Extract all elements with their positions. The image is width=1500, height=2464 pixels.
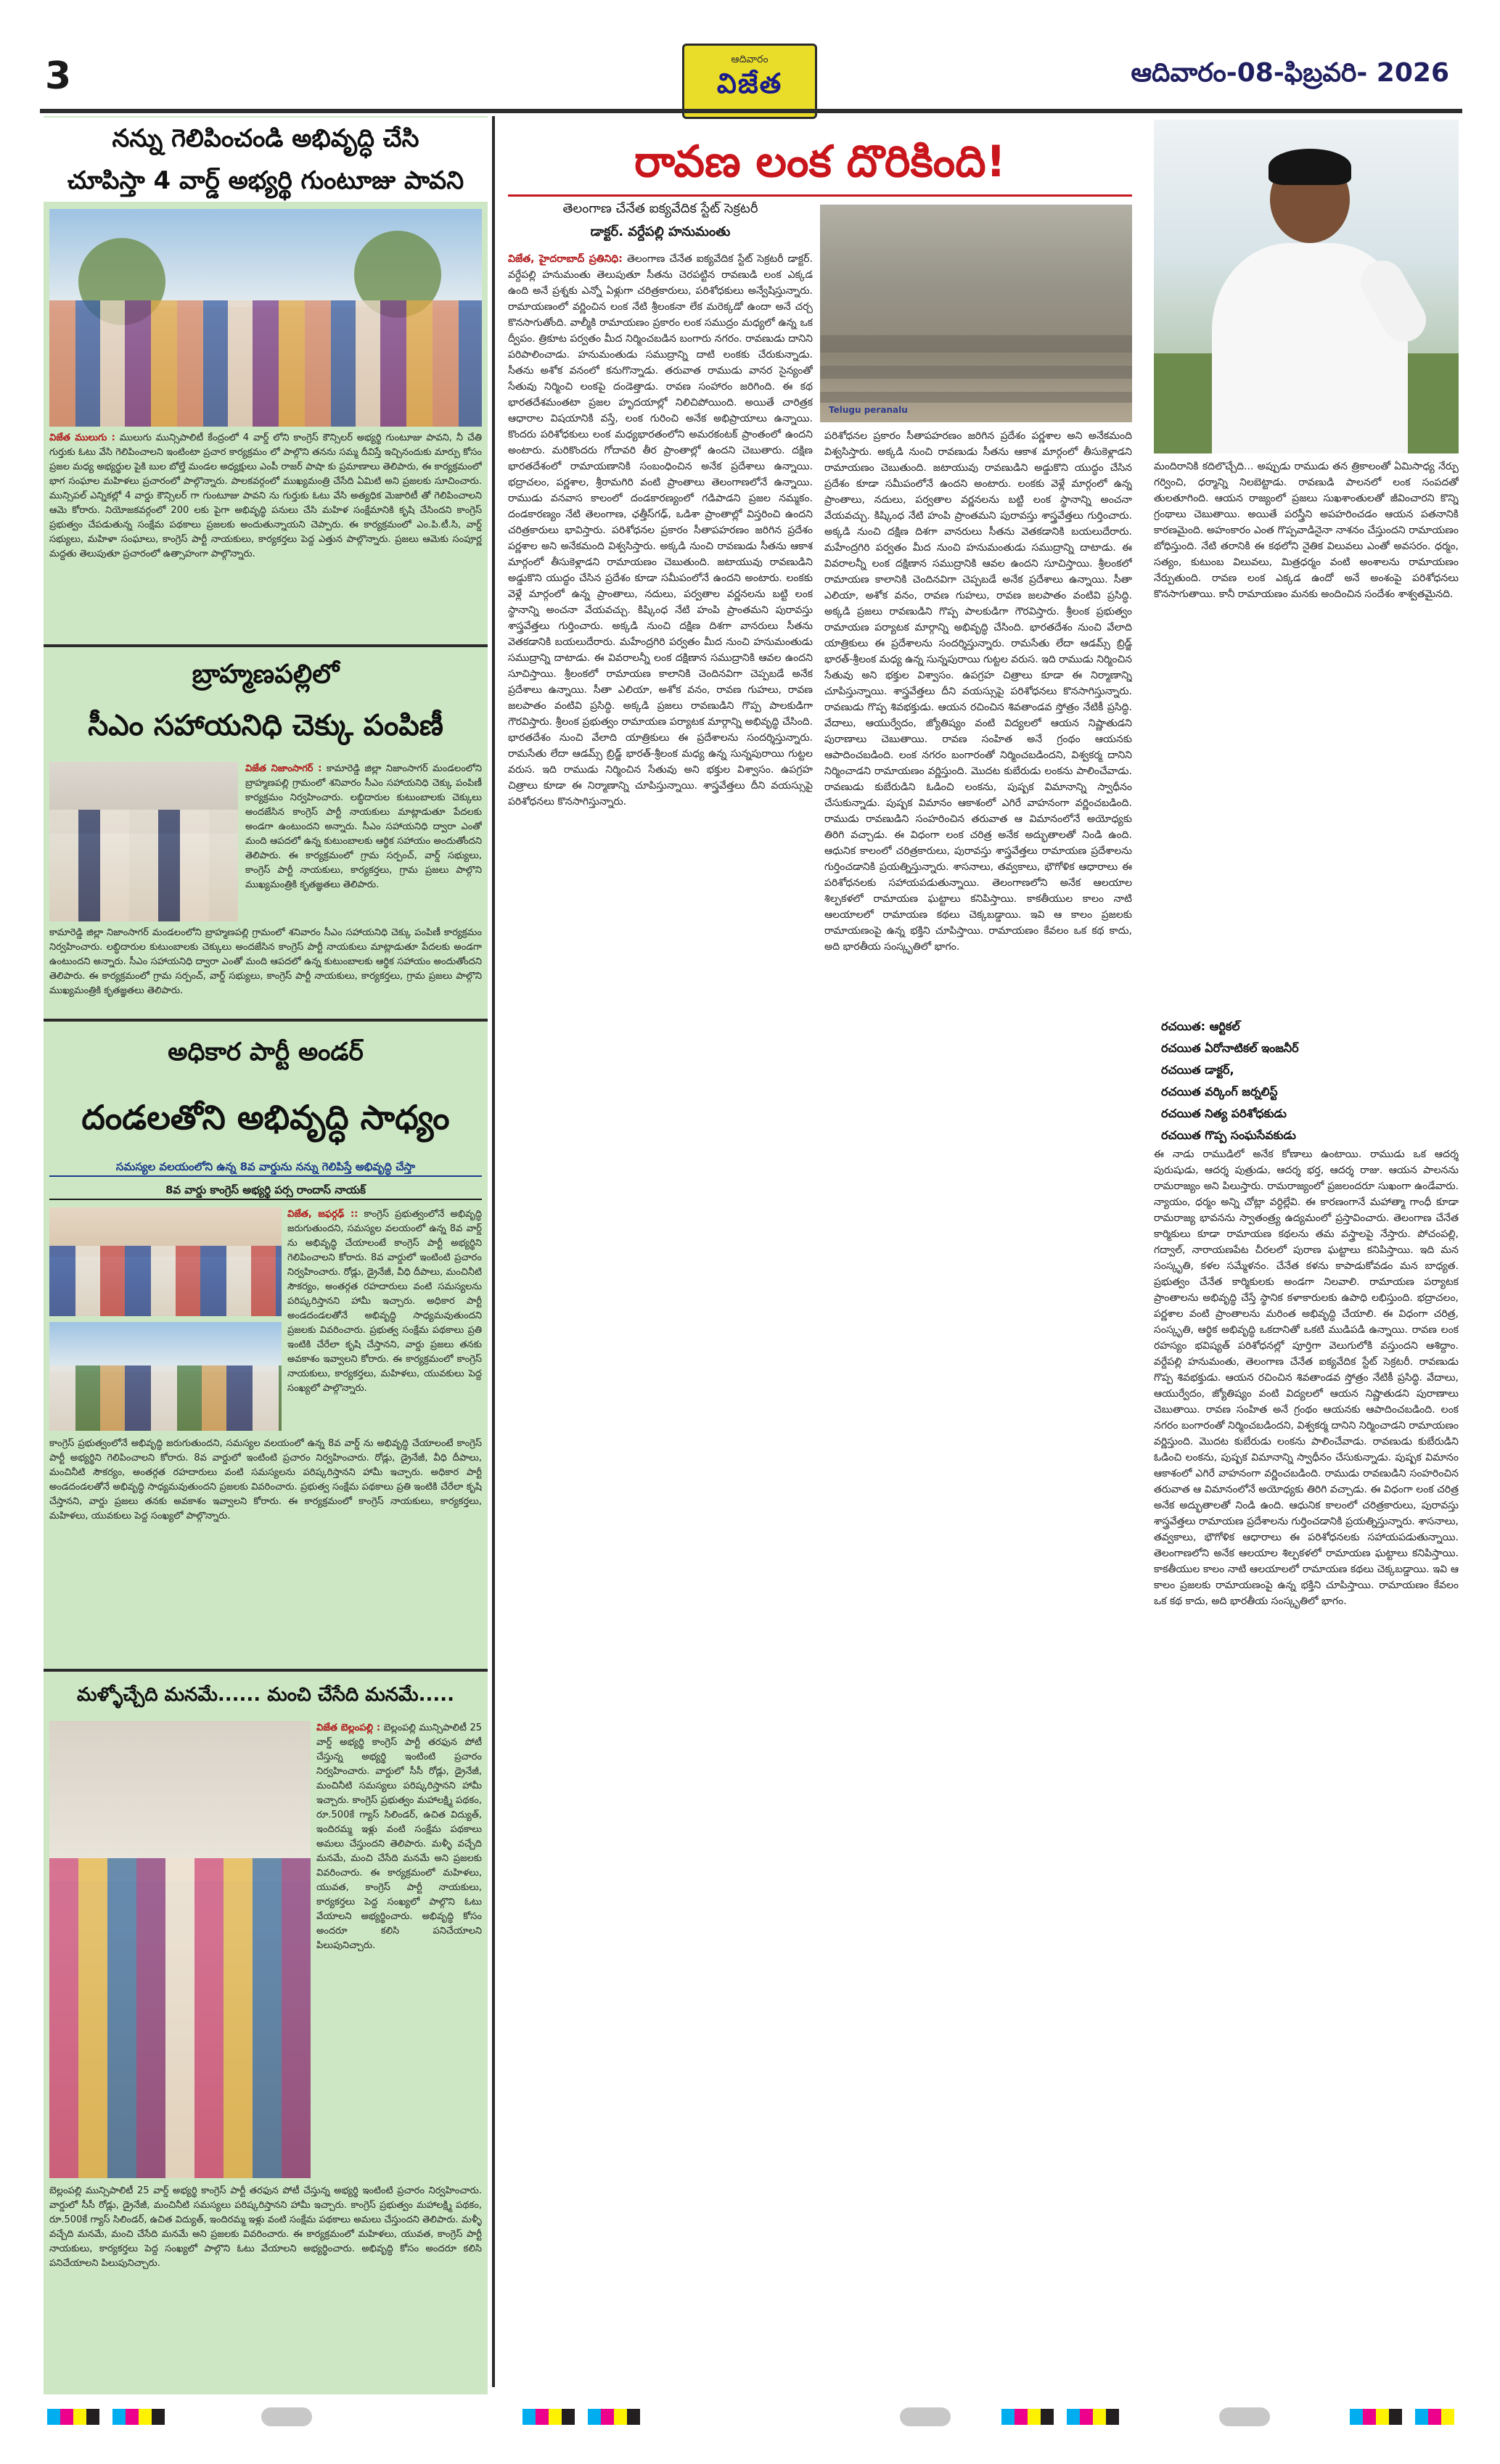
section-rule — [44, 644, 488, 647]
story2-photo — [49, 762, 238, 921]
main-body-col1 — [508, 251, 813, 2384]
story2-body-cont — [49, 926, 482, 1013]
story4-dateline: విజేత బెల్లంపల్లి : — [316, 1722, 381, 1733]
main-text-5b: రావణుడు గొప్ప శివభక్తుడు. ఆయన రచించిన శివతాండవ స్తోత్రం నేటికీ ప్రసిద్ధి. వేదాలు, ఆయుర్వేదం, జ్యోతిష్యం వంటి విద్యలలో ఆయన నిష్ణాతుడని పురాణాలు చెబుతాయి. రావణ సంహిత అనే గ్రంథం ఆయనకు ఆపాదించబడింది. లంక నగరం బంగారంతో నిర్మించబడిందని, విశ్వకర్మ దానిని నిర్మించాడని రామాయణం వర్ణిస్తుంది. మొదట కుబేరుడు లంకను పాలించేవాడు. రావణుడు కుబేరుడిని ఓడించి లంకను, పుష్పక విమానాన్ని స్వాధీనం చేసుకున్నాడు. పుష్పక విమానం ఆకాశంలో ఎగిరే వాహనంగా వర్ణించబడింది. రాముడు రావణుడిని సంహరించిన తరువాత ఆ విమానంలోనే అయోధ్యకు తిరిగి వచ్చాడు. ఈ విధంగా లంక చరిత్ర అనేక అద్భుతాలతో నిండి ఉంది. ఆధునిక కాలంలో చరిత్రకారులు, పురావస్తు శాస్త్రవేత్తలు రామాయణ ప్రదేశాలను గుర్తించడానికి ప్రయత్నిస్తున్నారు. శాసనాలు, తవ్వకాలు, భౌగోళిక ఆధారాలు ఈ పరిశోధనలకు సహాయపడుతున్నాయి. తెలంగాణలోని అనేక ఆలయాల శిల్పకళలో రామాయణ ఘట్టాలు కనిపిస్తాయి. కాకతీయుల కాలం నాటి ఆలయాలలో రామాయణ కథలు చెక్కబడ్డాయి. ఇవి ఆ కాలం ప్రజలకు రామాయణంపై ఉన్న భక్తిని చూపిస్తాయి. రామాయణం కేవలం ఒక కథ కాదు, అది భారతీయ సంస్కృతిలో భాగం. — [1154, 1356, 1459, 1607]
story3-body-side — [287, 1207, 482, 1431]
story4-text: బెల్లంపల్లి మున్సిపాలిటీ 25 వార్డ్ అభ్యర్థి కాంగ్రెస్ పార్టీ తరఫున పోటీ చేస్తున్న అభ్యర్థి ఇంటింటి ప్రచారం నిర్వహించారు. వార్డులో సీసీ రోడ్లు, డ్రైనేజీ, మంచినీటి సమస్యలు పరిష్కరిస్తానని హామీ ఇచ్చారు. కాంగ్రెస్ ప్రభుత్వం మహాలక్ష్మి పథకం, రూ.500కే గ్యాస్ సిలిండర్, ఉచిత విద్యుత్, ఇందిరమ్మ ఇళ్లు వంటి సంక్షేమ పథకాలు అమలు చేస్తుందని తెలిపారు. మళ్ళీ వచ్చేది మనమే, మంచి చేసేది మనమే అని ప్రజలకు వివరించారు. ఈ కార్యక్రమంలో మహిళలు, యువత, కాంగ్రెస్ పార్టీ నాయకులు, కార్యకర్తలు పెద్ద సంఖ్యలో పాల్గొని ఓటు వేయాలని అభ్యర్థించారు. అభివృద్ధి కోసం అందరూ కలిసి పనిచేయాలని పిలుపునిచ్చారు. — [316, 1722, 482, 1951]
story1-dateline: విజేత ములుగు : — [49, 432, 115, 443]
story3-photo-2 — [49, 1322, 282, 1431]
story1-text: ములుగు మున్సిపాలిటీ కేంద్రంలో 4 వార్డ్ లోని కాంగ్రెస్ కౌన్సిలర్ అభ్యర్థి గుంటూజు పావని, నీ చేతి గుర్తుకు ఓటు వేసి గెలిపించాలని ఇంటింటా ప్రచార కార్యక్రమం లో పాల్గొని తనను సమ్మ దీవిస్తే ఇచ్చినందుకు మార్పు కోసం ప్రజల మధ్య అభ్యర్థుల పైకి బుల బోల్తే మండల అధ్యక్షులు ఎంపీ రాజర్ పాషా కు ప్రమాణాలు తెలిపారు, ఈ కార్యక్రమంలో భాగ సంఘాల మహిళలు ప్రచారంలో పాల్గొన్నారు. పాలకవర్గంలో ముఖ్యమంత్రి చేసేది ఏమిటి అని ప్రజలకు సూచించారు. మున్సిపల్ ఎన్నికల్లో 4 వార్డు కౌన్సిలర్ గా గుంటూజు పావని ను గుర్తుకు ఓటు వేసి అత్యధిక మెజారిటీ తో గెలిపించాలని ఆమె కోరారు. నియోజకవర్గంలో 200 లకు పైగా అభివృద్ధి పనులు చేసి మహిళ సంక్షేమానికి కృషి చేసిందని కాంగ్రెస్ ప్రభుత్వం చేపడుతున్న సంక్షేమ పథకాలు ప్రజలకు అందుతున్నాయని చెప్పారు. ఈ కార్యక్రమంలో ఎం.పి.టీ.సి, వార్డ్ సభ్యులు, మహిళా సంఘాలు, కాంగ్రెస్ పార్టీ నాయకులు, కార్యకర్తలు పెద్ద ఎత్తున పాల్గొన్నారు. ప్రజలు ఆమెకు సంపూర్ణ మద్దతు తెలుపుతూ ప్రచారంలో ఉత్సాహంగా పాల్గొన్నారు. — [49, 432, 482, 559]
story1-photo — [49, 209, 482, 427]
main-text-4: మందిరానికి కదిలొచ్చేది... అప్పుడు రాముడు తన త్రికాలంతో ఏమిసాధ్య నేర్పు గర్వించి, ధర్మాన్ని నిలబెట్టాడు. రావణుడి పాలనలో లంక సంపదతో తులతూగింది. ఆయన రాజ్యంలో ప్రజలు సుఖశాంతులతో జీవించారని కొన్ని గ్రంథాలు చెబుతాయి. అయితే పరస్త్రీని అపహరించడం ఆయన పతనానికి కారణమైంది. అహంకారం ఎంత గొప్పవాడినైనా నాశనం చేస్తుందని రామాయణం బోధిస్తుంది. నేటి తరానికి ఈ కథలోని నైతిక విలువలు ఎంతో అవసరం. ధర్మం, సత్యం, కుటుంబ విలువలు, మిత్రధర్మం వంటి అంశాలను రామాయణం నేర్పుతుంది. రావణ లంక ఎక్కడ ఉందో అనే అంశంపై పరిశోధనలు కొనసాగుతాయి. కానీ రామాయణం మనకు అందించిన సందేశం శాశ్వతమైనది. — [1154, 461, 1459, 600]
credit-line-1: రచయిత ఏరోనాటికల్ ఇంజనీర్ — [1161, 1041, 1299, 1055]
story4-photo — [49, 1721, 311, 2178]
section-rule — [44, 1669, 488, 1672]
story4-text-cont: బెల్లంపల్లి మున్సిపాలిటీ 25 వార్డ్ అభ్యర్థి కాంగ్రెస్ పార్టీ తరఫున పోటీ చేస్తున్న అభ్యర్థి ఇంటింటి ప్రచారం నిర్వహించారు. వార్డులో సీసీ రోడ్లు, డ్రైనేజీ, మంచినీటి సమస్యలు పరిష్కరిస్తానని హామీ ఇచ్చారు. కాంగ్రెస్ ప్రభుత్వం మహాలక్ష్మి పథకం, రూ.500కే గ్యాస్ సిలిండర్, ఉచిత విద్యుత్, ఇందిరమ్మ ఇళ్లు వంటి సంక్షేమ పథకాలు అమలు చేస్తుందని తెలిపారు. మళ్ళీ వచ్చేది మనమే, మంచి చేసేది మనమే అని ప్రజలకు వివరించారు. ఈ కార్యక్రమంలో మహిళలు, యువత, కాంగ్రెస్ పార్టీ నాయకులు, కార్యకర్తలు పెద్ద సంఖ్యలో పాల్గొని ఓటు వేయాలని అభ్యర్థించారు. అభివృద్ధి కోసం అందరూ కలిసి పనిచేయాలని పిలుపునిచ్చారు. — [49, 2185, 482, 2269]
story1-headline-line2: చూపిస్తా 4 వార్డ్ అభ్యర్థి గుంటూజు పావని — [67, 166, 464, 195]
story2-headline-line2: సీఎం సహాయనిధి చెక్కు పంపిణీ — [88, 709, 443, 742]
author-portrait — [1154, 120, 1459, 453]
story3-photo-1 — [49, 1207, 282, 1316]
registration-marks-left — [47, 2409, 165, 2425]
main-body-col4 — [1154, 1146, 1459, 2384]
header-rule — [40, 109, 1462, 113]
logo-subtitle: ఆదివారం — [731, 53, 769, 65]
temple-photo — [820, 205, 1132, 422]
issue-date: ఆదివారం-08-ఫిబ్రవరి- 2026 — [1131, 58, 1449, 88]
main-text-5: ఈ నాడు రాముడిలో అనేక కోణాలు ఉంటాయి. రాముడు ఒక ఆదర్శ పురుషుడు, ఆదర్శ పుత్రుడు, ఆదర్శ భర్త, ఆదర్శ రాజు. ఆయన పాలనను రామరాజ్యం అని పిలుస్తారు. రామరాజ్యంలో ప్రజలందరూ సుఖంగా ఉండేవారు. న్యాయం, ధర్మం అన్ని చోట్లా వర్ధిల్లేవి. ఈ కారణంగానే మహాత్మా గాంధీ కూడా రామరాజ్య భావనను స్వాతంత్ర్య ఉద్యమంలో ప్రస్తావించారు. తెలంగాణ చేనేత కార్మికులు కూడా రామాయణ కథలను తమ వస్త్రాలపై నేస్తారు. పోచంపల్లి, గద్వాల్, నారాయణపేట చీరలలో పురాణ ఘట్టాలు కనిపిస్తాయి. ఇది మన సంస్కృతి, కళల సమ్మేళనం. చేనేత కళను కాపాడుకోవడం మన బాధ్యత. ప్రభుత్వం చేనేత కార్మికులకు అండగా నిలవాలి. రామాయణ పర్యాటక ప్రాంతాలను అభివృద్ధి చేస్తే స్థానిక కళాకారులకు ఉపాధి లభిస్తుంది. భద్రాచలం, పర్ణశాల వంటి ప్రాంతాలను మరింత అభివృద్ధి చేయాలి. ఈ విధంగా చరిత్ర, సంస్కృతి, ఆర్థిక అభివృద్ధి ఒకదానితో ఒకటి ముడిపడి ఉన్నాయి. రావణ లంక రహస్యం భవిష్యత్ పరిశోధనల్లో పూర్తిగా వెలుగులోకి వస్తుందని ఆశిద్దాం. వర్దేపల్లి హనుమంతు, తెలంగాణ చేనేత ఐక్యవేదిక స్టేట్ సెక్రటరీ. — [1154, 1149, 1459, 1368]
credit-line-2: రచయిత డాక్టర్, — [1161, 1063, 1234, 1077]
registration-pill — [261, 2407, 312, 2426]
story3-text-cont: కాంగ్రెస్ ప్రభుత్వంలోనే అభివృద్ధి జరుగుతుందని, సమస్యల వలయంలో ఉన్న 8వ వార్డ్ ను అభివృద్ధి చేయాలంటే కాంగ్రెస్ పార్టీ అభ్యర్థిని గెలిపించాలని కోరారు. 8వ వార్డులో ఇంటింటి ప్రచారం నిర్వహించారు. రోడ్లు, డ్రైనేజీ, వీధి దీపాలు, మంచినీటి సౌకర్యం, అంతర్గత రహదారులు వంటి సమస్యలను పరిష్కరిస్తానని హామీ ఇచ్చారు. అధికార పార్టీ అండదండలతోనే అభివృద్ధి సాధ్యమవుతుందని ప్రజలకు వివరించారు. ప్రభుత్వ సంక్షేమ పథకాలు ప్రతి ఇంటికి చేరేలా కృషి చేస్తానని, వార్డు ప్రజలు తనకు అవకాశం ఇవ్వాలని కోరారు. ఈ కార్యక్రమంలో కాంగ్రెస్ నాయకులు, కార్యకర్తలు, మహిళలు, యువకులు పెద్ద సంఖ్యలో పాల్గొన్నారు. — [49, 1438, 482, 1521]
registration-marks-right-center — [1001, 2409, 1119, 2425]
main-text-2: పరిశోధనల ప్రకారం సీతాపహరణం జరిగిన ప్రదేశం పర్ణశాల అని అనేకమంది విశ్వసిస్తారు. అక్కడి నుంచి రావణుడు సీతను ఆకాశ మార్గంలో తీసుకెళ్లాడని రామాయణం చెబుతుంది. జటాయువు రావణుడిని అడ్డుకొని యుద్ధం చేసిన ప్రదేశం కూడా సమీపంలోనే ఉందని అంటారు. లంకకు వెళ్లే మార్గంలో ఉన్న ప్రాంతాలు, నదులు, పర్వతాల వర్ణనలను బట్టి లంక స్థానాన్ని అంచనా వేయవచ్చు. కిష్కింధ నేటి హంపి ప్రాంతమని పురావస్తు శాస్త్రవేత్తలు గుర్తించారు. అక్కడి నుంచి దక్షిణ దిశగా వానరులు సీతను వెతకడానికి బయలుదేరారు. మహేంద్రగిరి పర్వతం మీద నుంచి హనుమంతుడు సముద్రాన్ని దాటాడు. ఈ వివరాలన్నీ లంక దక్షిణాన సముద్రానికి ఆవల ఉందని సూచిస్తాయి. శ్రీలంకలో రామాయణ కాలానికి చెందినవిగా చెప్పబడే అనేక ప్రదేశాలు ఉన్నాయి. సీతా ఎలియా, అశోక వనం, రావణ గుహలు, రావణ జలపాతం వంటివి ప్రసిద్ధి. అక్కడి ప్రజలు రావణుడిని గొప్ప పాలకుడిగా గౌరవిస్తారు. శ్రీలంక ప్రభుత్వం రామాయణ పర్యాటక మార్గాన్ని అభివృద్ధి చేసింది. భారతదేశం నుంచి వేలాది యాత్రికులు ఈ ప్రదేశాలను సందర్శిస్తున్నారు. రామసేతు లేదా ఆడమ్స్ బ్రిడ్జ్ భారత్‌-శ్రీలంక మధ్య ఉన్న సున్నపురాయి గుట్టల వరుస. ఇది రాముడు నిర్మించిన సేతువు అని భక్తుల విశ్వాసం. ఉపగ్రహ చిత్రాలు కూడా ఈ నిర్మాణాన్ని చూపిస్తున్నాయి. శాస్త్రవేత్తలు దీని వయస్సుపై పరిశోధనలు కొనసాగిస్తున్నారు. — [824, 430, 1132, 697]
masthead-logo — [682, 44, 817, 119]
headline-rule — [508, 194, 1132, 197]
column-divider — [492, 116, 495, 2387]
story2-headline-line1: బ్రాహ్మణపల్లిలో — [192, 660, 340, 689]
story4-body-side — [316, 1721, 482, 2178]
story1-body — [49, 431, 482, 638]
main-headline: రావణ లంక దొరికింది! — [634, 136, 1006, 187]
story3-headline-line1: అధికార పార్టీ అండర్ — [168, 1038, 364, 1067]
logo-title: విజేత — [716, 67, 783, 99]
photo-caption: Telugu peranalu — [829, 405, 908, 415]
story3-tagline: 8వ వార్డు కాంగ్రెస్ అభ్యర్థి పర్స రాందాస్ నాయక్ — [49, 1181, 482, 1200]
story4-headline: మళ్ళోచ్చేది మనమే...... మంచి చేసేది మనమే..... — [77, 1684, 454, 1706]
credit-line-3: రచయిత వర్కింగ్ జర్నలిస్ట్ — [1161, 1085, 1278, 1098]
page-number: 3 — [45, 54, 72, 98]
credit-label: రచయిత: ఆర్టికల్ — [1161, 1019, 1240, 1033]
story2-body-top — [245, 762, 482, 921]
story3-dateline: విజేత, జఫర్గఢ్ :: — [287, 1209, 358, 1220]
story4-body-cont — [49, 2184, 482, 2380]
section-rule — [44, 1019, 488, 1022]
story2-text: కామారెడ్డి జిల్లా నిజాంసాగర్ మండలంలోని బ్రాహ్మణపల్లి గ్రామంలో శనివారం సీఎం సహాయనిధి చెక్కు పంపిణీ కార్యక్రమం నిర్వహించారు. లబ్ధిదారుల కుటుంబాలకు చెక్కులు అందజేసిన కాంగ్రెస్ పార్టీ నాయకులు మాట్లాడుతూ పేదలకు అండగా ఉంటుందని అన్నారు. సీఎం సహాయనిధి ద్వారా ఎంతో మంది ఆపదలో ఉన్న కుటుంబాలకు ఆర్థిక సహాయం అందుతోందని తెలిపారు. ఈ కార్యక్రమంలో గ్రామ సర్పంచ్, వార్డ్ సభ్యులు, కాంగ్రెస్ పార్టీ నాయకులు, కార్యకర్తలు, గ్రామ ప్రజలు పాల్గొని ముఖ్యమంత్రికి కృతజ్ఞతలు తెలిపారు. — [245, 763, 482, 890]
main-text-3: రావణుడు గొప్ప శివభక్తుడు. ఆయన రచించిన శివతాండవ స్తోత్రం నేటికీ ప్రసిద్ధి. వేదాలు, ఆయుర్వేదం, జ్యోతిష్యం వంటి విద్యలలో ఆయన నిష్ణాతుడని పురాణాలు చెబుతాయి. రావణ సంహిత అనే గ్రంథం ఆయనకు ఆపాదించబడింది. లంక నగరం బంగారంతో నిర్మించబడిందని, విశ్వకర్మ దానిని నిర్మించాడని రామాయణం వర్ణిస్తుంది. మొదట కుబేరుడు లంకను పాలించేవాడు. రావణుడు కుబేరుడిని ఓడించి లంకను, పుష్పక విమానాన్ని స్వాధీనం చేసుకున్నాడు. పుష్పక విమానం ఆకాశంలో ఎగిరే వాహనంగా వర్ణించబడింది. రాముడు రావణుడిని సంహరించిన తరువాత ఆ విమానంలోనే అయోధ్యకు తిరిగి వచ్చాడు. ఈ విధంగా లంక చరిత్ర అనేక అద్భుతాలతో నిండి ఉంది. ఆధునిక కాలంలో చరిత్రకారులు, పురావస్తు శాస్త్రవేత్తలు రామాయణ ప్రదేశాలను గుర్తించడానికి ప్రయత్నిస్తున్నారు. శాసనాలు, తవ్వకాలు, భౌగోళిక ఆధారాలు ఈ పరిశోధనలకు సహాయపడుతున్నాయి. తెలంగాణలోని అనేక ఆలయాల శిల్పకళలో రామాయణ ఘట్టాలు కనిపిస్తాయి. కాకతీయుల కాలం నాటి ఆలయాలలో రామాయణ కథలు చెక్కబడ్డాయి. ఇవి ఆ కాలం ప్రజలకు రామాయణంపై ఉన్న భక్తిని చూపిస్తాయి. రామాయణం కేవలం ఒక కథ కాదు, అది భారతీయ సంస్కృతిలో భాగం. — [824, 702, 1132, 953]
author-credits — [1161, 1016, 1451, 1146]
credit-line-4: రచయిత నిత్య పరిశోధకుడు — [1161, 1106, 1287, 1120]
story3-body-cont — [49, 1437, 482, 1662]
main-dateline: విజేత, హైదరాబాద్ ప్రతినిధి: — [508, 253, 623, 265]
story2-dateline: విజేత నిజాంసాగర్ : — [245, 763, 322, 774]
byline — [508, 197, 813, 244]
main-text-1b: పరిశోధనల ప్రకారం సీతాపహరణం జరిగిన ప్రదేశం పర్ణశాల అని అనేకమంది విశ్వసిస్తారు. అక్కడి నుంచి రావణుడు సీతను ఆకాశ మార్గంలో తీసుకెళ్లాడని రామాయణం చెబుతుంది. జటాయువు రావణుడిని అడ్డుకొని యుద్ధం చేసిన ప్రదేశం కూడా సమీపంలోనే ఉందని అంటారు. లంకకు వెళ్లే మార్గంలో ఉన్న ప్రాంతాలు, నదులు, పర్వతాల వర్ణనలను బట్టి లంక స్థానాన్ని అంచనా వేయవచ్చు. కిష్కింధ నేటి హంపి ప్రాంతమని పురావస్తు శాస్త్రవేత్తలు గుర్తించారు. అక్కడి నుంచి దక్షిణ దిశగా వానరులు సీతను వెతకడానికి బయలుదేరారు. మహేంద్రగిరి పర్వతం మీద నుంచి హనుమంతుడు సముద్రాన్ని దాటాడు. ఈ వివరాలన్నీ లంక దక్షిణాన సముద్రానికి ఆవల ఉందని సూచిస్తాయి. శ్రీలంకలో రామాయణ కాలానికి చెందినవిగా చెప్పబడే అనేక ప్రదేశాలు ఉన్నాయి. సీతా ఎలియా, అశోక వనం, రావణ గుహలు, రావణ జలపాతం వంటివి ప్రసిద్ధి. అక్కడి ప్రజలు రావణుడిని గొప్ప పాలకుడిగా గౌరవిస్తారు. శ్రీలంక ప్రభుత్వం రామాయణ పర్యాటక మార్గాన్ని అభివృద్ధి చేసింది. భారతదేశం నుంచి వేలాది యాత్రికులు ఈ ప్రదేశాలను సందర్శిస్తున్నారు. రామసేతు లేదా ఆడమ్స్ బ్రిడ్జ్ భారత్‌-శ్రీలంక మధ్య ఉన్న సున్నపురాయి గుట్టల వరుస. ఇది రాముడు నిర్మించిన సేతువు అని భక్తుల విశ్వాసం. ఉపగ్రహ చిత్రాలు కూడా ఈ నిర్మాణాన్ని చూపిస్తున్నాయి. శాస్త్రవేత్తలు దీని వయస్సుపై పరిశోధనలు కొనసాగిస్తున్నారు. — [508, 525, 813, 808]
main-body-col2 — [824, 428, 1132, 2384]
story1-headline-line1: నన్ను గెలిపించండి అభివృద్ధి చేసి — [112, 124, 419, 153]
byline-title: తెలంగాణ చేనేత ఐక్యవేదిక స్టేట్ సెక్రటరీ — [562, 201, 758, 216]
story1-headline — [44, 118, 488, 202]
registration-pill — [900, 2407, 951, 2426]
main-body-col3 — [1154, 459, 1459, 1010]
registration-marks-right — [1350, 2409, 1454, 2425]
registration-pill — [1219, 2407, 1270, 2426]
story2-text-cont: కామారెడ్డి జిల్లా నిజాంసాగర్ మండలంలోని బ్రాహ్మణపల్లి గ్రామంలో శనివారం సీఎం సహాయనిధి చెక్కు పంపిణీ కార్యక్రమం నిర్వహించారు. లబ్ధిదారుల కుటుంబాలకు చెక్కులు అందజేసిన కాంగ్రెస్ పార్టీ నాయకులు మాట్లాడుతూ పేదలకు అండగా ఉంటుందని అన్నారు. సీఎం సహాయనిధి ద్వారా ఎంతో మంది ఆపదలో ఉన్న కుటుంబాలకు ఆర్థిక సహాయం అందుతోందని తెలిపారు. ఈ కార్యక్రమంలో గ్రామ సర్పంచ్, వార్డ్ సభ్యులు, కాంగ్రెస్ పార్టీ నాయకులు, కార్యకర్తలు, గ్రామ ప్రజలు పాల్గొని ముఖ్యమంత్రికి కృతజ్ఞతలు తెలిపారు. — [49, 927, 482, 996]
main-text-1: తెలంగాణ చేనేత ఐక్యవేదిక స్టేట్ సెక్రటరీ డాక్టర్. వర్దేపల్లి హనుమంతు తెలుపుతూ సీతను చెరపట్టిన రావణుడి లంక ఎక్కడ ఉంది అనే ప్రశ్నకు ఎన్నో ఏళ్లుగా చరిత్రకారులు, పరిశోధకులు అన్వేషిస్తున్నారు. రామాయణంలో వర్ణించిన లంక నేటి శ్రీలంకనా లేక మరెక్కడో ఉందా అనే చర్చ కొనసాగుతోంది. వాల్మీకి రామాయణం ప్రకారం లంక సముద్రం మధ్యలో ఉన్న ఒక ద్వీపం. త్రికూట పర్వతం మీద నిర్మించబడిన బంగారు నగరం. రావణుడు దానిని పరిపాలించాడు. హనుమంతుడు సముద్రాన్ని దాటి లంకకు చేరుకున్నాడు. సీతను అశోక వనంలో కనుగొన్నాడు. తరువాత రాముడు వానర సైన్యంతో సేతువు నిర్మించి లంకపై దండెత్తాడు. రావణ సంహారం జరిగింది. ఈ కథ భారతదేశమంతటా ప్రజల హృదయాల్లో నిలిచిపోయింది. అయితే చారిత్రక ఆధారాల విషయానికి వస్తే, లంక గురించి అనేక అభిప్రాయాలు ఉన్నాయి. కొందరు పరిశోధకులు లంక మధ్యభారతంలోని అమరకంటక్ ప్రాంతంలో ఉందని అంటారు. మరికొందరు గోదావరి తీర ప్రాంతాల్లో ఉందని చెబుతారు. దక్షిణ భారతదేశంలో రామాయణానికి సంబంధించిన అనేక ప్రదేశాలు ఉన్నాయి. భద్రాచలం, పర్ణశాల, శ్రీరామగిరి వంటి ప్రాంతాలు తెలంగాణలోనే ఉన్నాయి. రాముడు వనవాస కాలంలో దండకారణ్యంలో గడిపాడని ప్రజల నమ్మకం. దండకారణ్యం నేటి తెలంగాణ, ఛత్తీస్‌గఢ్, ఒడిశా ప్రాంతాల్లో విస్తరించి ఉందని చరిత్రకారులు భావిస్తారు. — [508, 253, 813, 536]
registration-marks-center — [522, 2409, 640, 2425]
story3-headline-line2: దండలతోని అభివృద్ధి సాధ్యం — [81, 1098, 450, 1137]
byline-author: డాక్టర్. వర్దేపల్లి హనుమంతు — [590, 224, 731, 239]
story3-text: కాంగ్రెస్ ప్రభుత్వంలోనే అభివృద్ధి జరుగుతుందని, సమస్యల వలయంలో ఉన్న 8వ వార్డ్ ను అభివృద్ధి చేయాలంటే కాంగ్రెస్ పార్టీ అభ్యర్థిని గెలిపించాలని కోరారు. 8వ వార్డులో ఇంటింటి ప్రచారం నిర్వహించారు. రోడ్లు, డ్రైనేజీ, వీధి దీపాలు, మంచినీటి సౌకర్యం, అంతర్గత రహదారులు వంటి సమస్యలను పరిష్కరిస్తానని హామీ ఇచ్చారు. అధికార పార్టీ అండదండలతోనే అభివృద్ధి సాధ్యమవుతుందని ప్రజలకు వివరించారు. ప్రభుత్వ సంక్షేమ పథకాలు ప్రతి ఇంటికి చేరేలా కృషి చేస్తానని, వార్డు ప్రజలు తనకు అవకాశం ఇవ్వాలని కోరారు. ఈ కార్యక్రమంలో కాంగ్రెస్ నాయకులు, కార్యకర్తలు, మహిళలు, యువకులు పెద్ద సంఖ్యలో పాల్గొన్నారు. — [287, 1209, 482, 1394]
story3-kicker: సమస్యల వలయంలోని ఉన్న 8వ వార్డును నన్ను గెలిపిస్తే అభివృద్ధి చేస్తా — [49, 1158, 482, 1177]
credit-line-5: రచయిత గొప్ప సంఘసేవకుడు — [1161, 1128, 1296, 1142]
